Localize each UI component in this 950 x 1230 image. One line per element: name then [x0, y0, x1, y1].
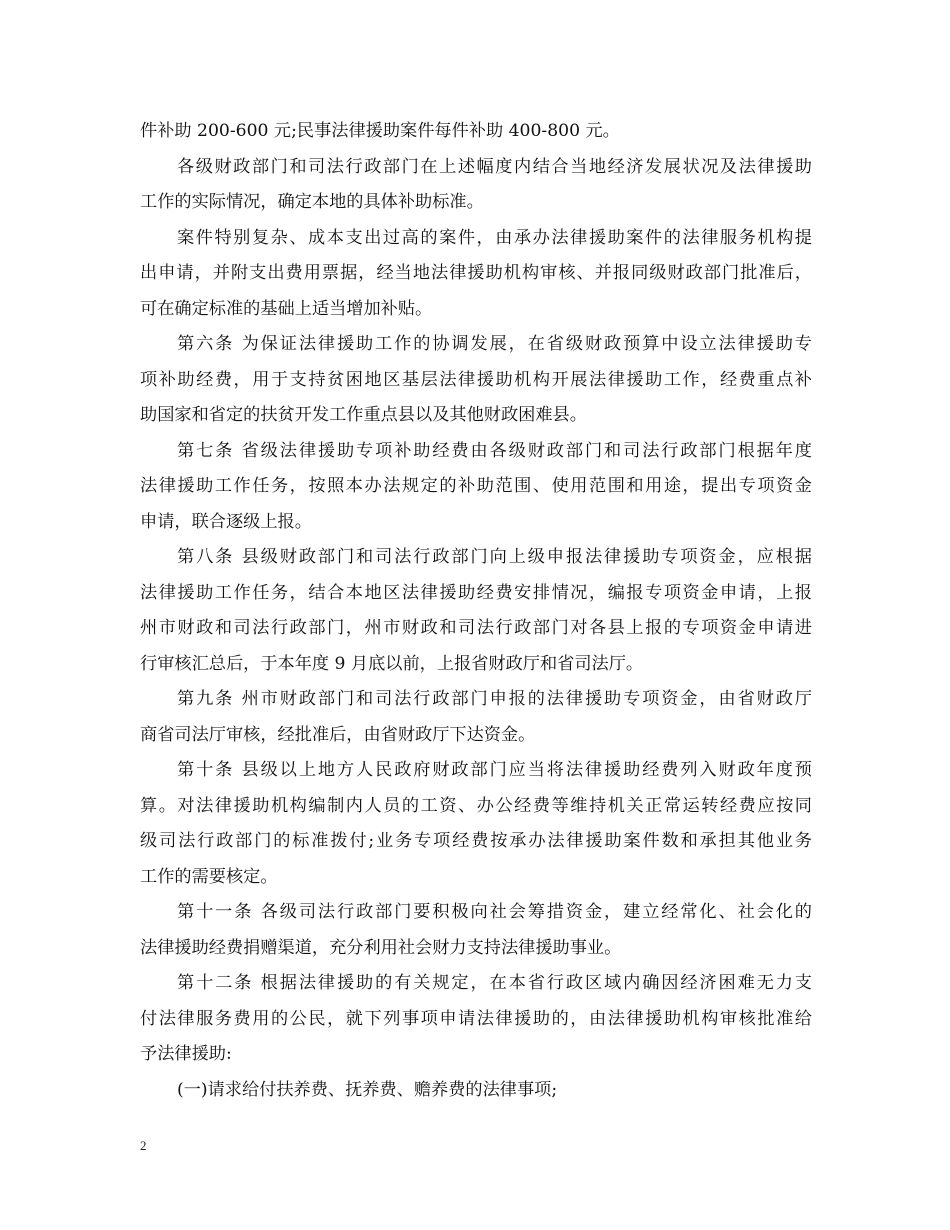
text-line: 工作的实际情况，确定本地的具体补助标准。 — [140, 192, 484, 212]
text-line: 各级财政部门和司法行政部门在上述幅度内结合当地经济发展状况及法律援助 — [177, 156, 812, 177]
page-number: 2 — [140, 1138, 147, 1153]
text-line: 第八条 县级财政部门和司法行政部门向上级申报法律援助专项资金，应根据 — [177, 547, 812, 567]
text-line: 出申请，并附支出费用票据，经当地法律援助机构审核、并报同级财政部门批准后， — [140, 263, 812, 283]
text-line: (一)请求给付扶养费、抚养费、赡养费的法律事项; — [177, 1079, 558, 1100]
text-line: 助国家和省定的扶贫开发工作重点县以及其他财政困难县。 — [140, 405, 587, 425]
text-line: 算。对法律援助机构编制内人员的工资、办公经费等维持机关正常运转经费应按同 — [140, 795, 812, 816]
text-line: 法律援助工作任务，结合本地区法律援助经费安排情况，编报专项资金申请，上报 — [140, 582, 812, 603]
text-line: 级司法行政部门的标准拨付;业务专项经费按承办法律援助案件数和承担其他业务 — [140, 831, 812, 851]
text-line: 法律援助经费捐赠渠道，充分利用社会财力支持法律援助事业。 — [140, 937, 622, 958]
text-line: 州市财政和司法行政部门，州市财政和司法行政部门对各县上报的专项资金申请进 — [140, 618, 812, 638]
text-line: 第九条 州市财政部门和司法行政部门申报的法律援助专项资金，由省财政厅 — [177, 689, 812, 709]
text-line: 申请，联合逐级上报。 — [140, 511, 312, 532]
text-line: 工作的需要核定。 — [140, 866, 278, 887]
text-line: 商省司法厅审核，经批准后，由省财政厅下达资金。 — [140, 724, 536, 745]
text-line: 行审核汇总后，于本年度 9 月底以前，上报省财政厅和省司法厅。 — [140, 653, 644, 674]
document-body — [140, 114, 812, 1108]
text-line: 予法律援助: — [140, 1044, 232, 1064]
text-line: 付法律服务费用的公民，就下列事项申请法律援助的，由法律援助机构审核批准给 — [140, 1008, 812, 1029]
text-line: 第十二条 根据法律援助的有关规定，在本省行政区域内确因经济困难无力支 — [177, 973, 812, 993]
text-line: 件补助 200-600 元;民事法律援助案件每件补助 400-800 元。 — [140, 121, 620, 141]
text-line: 第七条 省级法律援助专项补助经费由各级财政部门和司法行政部门根据年度 — [177, 440, 812, 461]
text-line: 第十条 县级以上地方人民政府财政部门应当将法律援助经费列入财政年度预 — [177, 760, 812, 780]
text-line: 案件特别复杂、成本支出过高的案件，由承办法律援助案件的法律服务机构提 — [177, 227, 812, 248]
text-line: 可在确定标准的基础上适当增加补贴。 — [140, 298, 433, 319]
text-line: 法律援助工作任务，按照本办法规定的补助范围、使用范围和用途，提出专项资金 — [140, 476, 812, 496]
text-line: 第十一条 各级司法行政部门要积极向社会筹措资金，建立经常化、社会化的 — [177, 902, 812, 922]
text-line: 项补助经费，用于支持贫困地区基层法律援助机构开展法律援助工作，经费重点补 — [140, 369, 812, 390]
text-line: 第六条 为保证法律援助工作的协调发展，在省级财政预算中设立法律援助专 — [177, 334, 812, 354]
